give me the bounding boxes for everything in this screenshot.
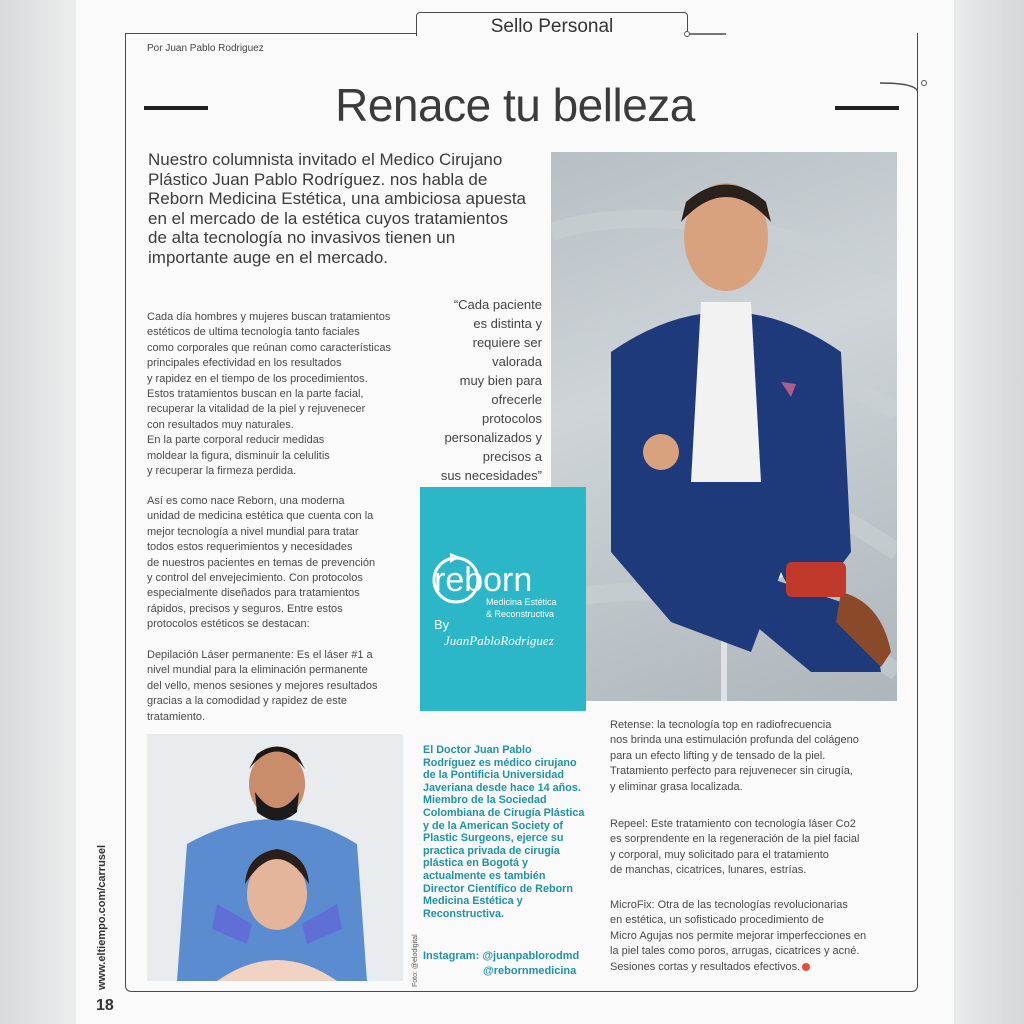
- body-paragraph: Cada día hombres y mujeres buscan tratamientos estéticos de ultima tecnología tanto faciales como corporales que reúnan como características principales efectividad en los resultados y rapidez en el tiempo de los procedimientos. Estos tratamientos buscan en la parte facial, recuperar la vitalidad de la piel y rejuvenecer con resultados muy naturales. En la parte corporal reducir medidas moldear la figura, disminuir la celulitis y recuperar la firmeza perdida.: [147, 311, 391, 478]
- instagram-handle-clinic[interactable]: @rebornmedicina: [483, 965, 577, 977]
- body-paragraph: MicroFix: Otra de las tecnologías revolucionarias en estética, un sofisticado procedimiento de Micro Agujas nos permite mejorar imperfecciones en la piel tales como poros, arrugas, cicatrices y acné. Sesiones cortas y resultados efectivos.: [610, 899, 867, 973]
- svg-text:& Reconstructiva: & Reconstructiva: [486, 609, 555, 619]
- instagram-handle-doctor[interactable]: @juanpablorodmd: [482, 950, 580, 962]
- headline-rule-right: [835, 106, 899, 110]
- byline: Por Juan Pablo Rodriguez: [147, 43, 264, 54]
- lead-paragraph: Nuestro columnista invitado el Medico Cirujano Plástico Juan Pablo Rodríguez. nos habla de Reborn Medicina Estética, una ambiciosa apuesta en el mercado de la estética cuyos tratamientos de alta tecnología no invasivos tienen un importante auge en el mercado.: [148, 150, 526, 267]
- background-left: [0, 0, 76, 1024]
- treatment-photo: [147, 734, 403, 981]
- frame-dot: [684, 31, 690, 37]
- background-right: [954, 0, 1024, 1024]
- site-url: www.eltiempo.com/carrusel: [96, 844, 108, 990]
- section-label: Sello Personal: [490, 16, 614, 37]
- body-paragraph: Retense: la tecnología top en radiofrecuencia nos brinda una estimulación profunda del colágeno para un efecto lifting y de tensado de la piel. Tratamiento perfecto para rejuvenecer sin cirugía, y eliminar grasa localizada.: [610, 719, 859, 793]
- headline: Renace tu belleza: [335, 79, 695, 131]
- frame-top-left: [125, 33, 417, 34]
- svg-text:reborn: reborn: [434, 561, 533, 599]
- doctor-portrait-image: [551, 152, 897, 701]
- body-paragraph: Depilación Láser permanente: Es el láser #1 a nivel mundial para la eliminación permanente del vello, menos sesiones y mejores resultados gracias a la comodidad y rapidez de este tratamiento.: [147, 649, 378, 723]
- instagram-label: Instagram:: [423, 950, 480, 962]
- end-mark-icon: [802, 963, 810, 971]
- pull-quote: “Cada paciente es distinta y requiere ser valorada muy bien para ofrecerle protocolos personalizados y precisos a sus necesidades”: [440, 297, 542, 483]
- body-paragraph: Así es como nace Reborn, una moderna unidad de medicina estética que cuenta con la mejor tecnología a nivel mundial para tratar todos estos requerimientos y necesidades de nuestros pacientes en temas de prevención y control del envejecimiento. Con protocolos especialmente diseñados para tratamientos rápidos, precisos y seguros. Entre estos protocolos estéticos se destacan:: [147, 495, 376, 631]
- portrait-photo: [551, 152, 897, 701]
- headline-rule-left: [144, 106, 208, 110]
- svg-text:JuanPabloRodriguez: JuanPabloRodriguez: [444, 633, 554, 648]
- svg-text:By: By: [434, 617, 450, 632]
- doctor-bio: El Doctor Juan Pablo Rodríguez es médico cirujano de la Pontificia Universidad Javeriana desde hace 14 años. Miembro de la Sociedad Colombiana de Cirugía Plástica y de la American Society of Plastic Surgeons, ejerce su practica privada de cirugía plástica en Bogotá y actualmente es también Director Científico de Reborn Medicina Estética y Reconstructiva.: [423, 744, 585, 920]
- page-number: 18: [96, 997, 114, 1014]
- frame-dot: [921, 80, 927, 86]
- treatment-image: [147, 734, 403, 981]
- reborn-logo: [420, 487, 586, 711]
- photo-credit: Foto: @elodigital: [412, 934, 419, 987]
- instagram-handles: [423, 949, 579, 979]
- body-paragraph: Repeel: Este tratamiento con tecnología láser Co2 es sorprendente en la regeneración de la piel facial y corporal, muy solicitado para el tratamiento de manchas, cicatrices, lunares, estrías.: [610, 818, 860, 877]
- svg-text:Medicina Estética: Medicina Estética: [486, 597, 557, 607]
- reborn-ad-box: [420, 487, 586, 711]
